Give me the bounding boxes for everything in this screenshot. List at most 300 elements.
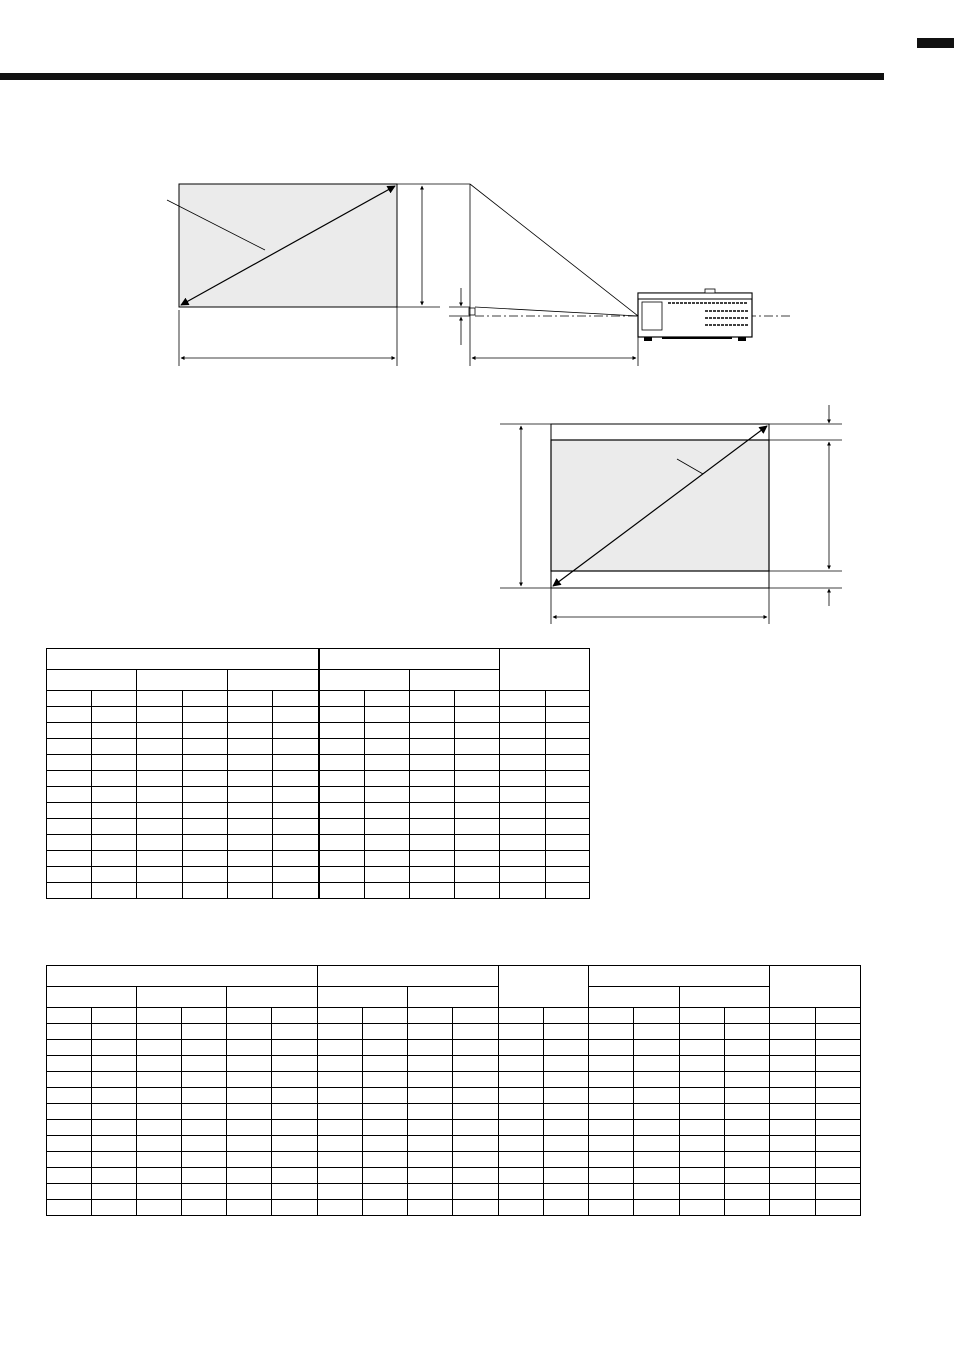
table-cell — [679, 1072, 724, 1088]
table-cell — [364, 691, 409, 707]
table-cell — [409, 771, 454, 787]
header-cell — [318, 987, 408, 1008]
table-cell — [453, 1072, 498, 1088]
table-cell — [453, 1200, 498, 1216]
table-cell — [92, 1152, 137, 1168]
table-cell — [769, 1152, 815, 1168]
table-cell — [47, 1104, 92, 1120]
table-cell — [769, 1104, 815, 1120]
table-header-row — [47, 987, 861, 1008]
table-cell — [92, 1120, 137, 1136]
table-cell — [47, 691, 92, 707]
table-cell — [409, 883, 454, 899]
table-cell — [227, 851, 272, 867]
table-cell — [588, 1152, 633, 1168]
header-cell — [769, 966, 860, 1008]
table-row — [47, 1200, 861, 1216]
table-cell — [182, 1088, 227, 1104]
screen-aspect-diagram — [500, 405, 842, 624]
table-cell — [815, 1184, 860, 1200]
table-cell — [815, 1056, 860, 1072]
table-cell — [318, 1040, 363, 1056]
table-cell — [543, 1104, 588, 1120]
table-cell — [137, 819, 182, 835]
table-cell — [137, 755, 182, 771]
table-cell — [272, 1024, 318, 1040]
table-cell — [409, 755, 454, 771]
header-cell — [137, 670, 227, 691]
table-cell — [769, 1200, 815, 1216]
table-cell — [724, 1136, 769, 1152]
table-cell — [543, 1040, 588, 1056]
table-cell — [182, 771, 227, 787]
table-cell — [92, 803, 137, 819]
table-cell — [47, 883, 92, 899]
table-cell — [137, 1120, 182, 1136]
table-cell — [724, 1072, 769, 1088]
table-cell — [408, 1040, 453, 1056]
table-cell — [769, 1184, 815, 1200]
table-cell — [47, 1024, 92, 1040]
table-cell — [408, 1024, 453, 1040]
table-cell — [815, 1008, 860, 1024]
table-cell — [408, 1104, 453, 1120]
table-cell — [182, 1008, 227, 1024]
table-cell — [408, 1184, 453, 1200]
table-cell — [319, 851, 364, 867]
table-cell — [272, 1056, 318, 1072]
table-cell — [815, 1152, 860, 1168]
table-cell — [543, 1008, 588, 1024]
table-cell — [815, 1088, 860, 1104]
table-cell — [47, 819, 92, 835]
table-cell — [182, 835, 227, 851]
table-cell — [498, 1040, 543, 1056]
table-cell — [47, 1088, 92, 1104]
table-cell — [272, 1072, 318, 1088]
table-cell — [318, 1200, 363, 1216]
table-cell — [319, 739, 364, 755]
table-cell — [453, 1152, 498, 1168]
table-cell — [545, 755, 589, 771]
table-cell — [137, 1104, 182, 1120]
table-cell — [227, 1040, 272, 1056]
table-cell — [137, 835, 182, 851]
table-cell — [679, 1200, 724, 1216]
table-row — [47, 723, 590, 739]
table-cell — [815, 1168, 860, 1184]
table-cell — [92, 867, 137, 883]
table-cell — [137, 1056, 182, 1072]
table-cell — [500, 835, 545, 851]
table-cell — [409, 707, 454, 723]
table-cell — [137, 771, 182, 787]
header-cell — [500, 649, 590, 691]
table-cell — [319, 691, 364, 707]
table-cell — [498, 1200, 543, 1216]
table-cell — [273, 867, 319, 883]
table-cell — [47, 755, 92, 771]
table-cell — [318, 1072, 363, 1088]
table-cell — [364, 755, 409, 771]
table-cell — [498, 1008, 543, 1024]
table-row — [47, 755, 590, 771]
table-cell — [679, 1152, 724, 1168]
table-cell — [543, 1056, 588, 1072]
table-cell — [453, 1120, 498, 1136]
table-cell — [227, 787, 272, 803]
table-cell — [364, 851, 409, 867]
header-cell — [679, 987, 769, 1008]
header-cell — [47, 966, 318, 987]
table-cell — [498, 1168, 543, 1184]
table-row — [47, 1120, 861, 1136]
table-cell — [182, 1024, 227, 1040]
table-cell — [272, 1152, 318, 1168]
table-cell — [815, 1104, 860, 1120]
table-cell — [633, 1072, 679, 1088]
table-cell — [92, 771, 137, 787]
table-cell — [137, 739, 182, 755]
table-cell — [227, 1056, 272, 1072]
table-cell — [47, 835, 92, 851]
table-cell — [633, 1056, 679, 1072]
table-cell — [500, 691, 545, 707]
table-cell — [500, 803, 545, 819]
table-cell — [318, 1168, 363, 1184]
table-cell — [137, 803, 182, 819]
table-cell — [364, 883, 409, 899]
table-cell — [455, 739, 500, 755]
table-cell — [588, 1136, 633, 1152]
table-cell — [679, 1024, 724, 1040]
table-cell — [409, 739, 454, 755]
table-row — [47, 787, 590, 803]
table-cell — [227, 691, 272, 707]
header-cell — [47, 987, 137, 1008]
table-cell — [182, 1040, 227, 1056]
table-cell — [182, 1072, 227, 1088]
table-cell — [182, 1168, 227, 1184]
table-cell — [363, 1120, 408, 1136]
table-cell — [137, 867, 182, 883]
table-cell — [227, 867, 272, 883]
table-cell — [455, 707, 500, 723]
table-cell — [227, 755, 272, 771]
table-cell — [92, 1136, 137, 1152]
table-cell — [318, 1136, 363, 1152]
table-cell — [500, 819, 545, 835]
table-cell — [182, 1104, 227, 1120]
table-cell — [227, 1200, 272, 1216]
table-cell — [364, 707, 409, 723]
table-cell — [588, 1056, 633, 1072]
table-row — [47, 1168, 861, 1184]
table-row — [47, 1104, 861, 1120]
table-row — [47, 1152, 861, 1168]
table-cell — [815, 1200, 860, 1216]
table-cell — [453, 1104, 498, 1120]
table-cell — [47, 1040, 92, 1056]
table-cell — [227, 1152, 272, 1168]
table-cell — [363, 1104, 408, 1120]
table-cell — [455, 803, 500, 819]
table-cell — [182, 755, 227, 771]
table-cell — [319, 771, 364, 787]
table-cell — [137, 1008, 182, 1024]
table-cell — [815, 1072, 860, 1088]
table-cell — [409, 851, 454, 867]
table-cell — [588, 1104, 633, 1120]
table-cell — [455, 787, 500, 803]
table-cell — [92, 1184, 137, 1200]
table-cell — [137, 1072, 182, 1088]
table-cell — [409, 723, 454, 739]
table-cell — [453, 1184, 498, 1200]
table-cell — [409, 803, 454, 819]
table-cell — [227, 819, 272, 835]
table-cell — [408, 1136, 453, 1152]
table-cell — [47, 739, 92, 755]
table-cell — [182, 1136, 227, 1152]
table-cell — [500, 755, 545, 771]
table-cell — [227, 803, 272, 819]
table-cell — [92, 739, 137, 755]
table-cell — [319, 803, 364, 819]
table-cell — [679, 1120, 724, 1136]
table-cell — [363, 1008, 408, 1024]
table-cell — [92, 1040, 137, 1056]
table-cell — [545, 803, 589, 819]
table-cell — [227, 1024, 272, 1040]
header-cell — [588, 987, 679, 1008]
table-cell — [679, 1104, 724, 1120]
table-cell — [769, 1024, 815, 1040]
table-cell — [137, 723, 182, 739]
table-cell — [92, 1024, 137, 1040]
table-cell — [724, 1088, 769, 1104]
table-cell — [408, 1168, 453, 1184]
table-cell — [769, 1168, 815, 1184]
table-cell — [724, 1008, 769, 1024]
table-cell — [92, 1008, 137, 1024]
table-cell — [543, 1088, 588, 1104]
table-cell — [227, 723, 272, 739]
table-cell — [92, 883, 137, 899]
table-cell — [545, 867, 589, 883]
table-cell — [137, 1040, 182, 1056]
table-cell — [545, 723, 589, 739]
table-cell — [363, 1088, 408, 1104]
table-cell — [409, 787, 454, 803]
table-cell — [273, 771, 319, 787]
table-cell — [453, 1168, 498, 1184]
projection-diagram — [0, 0, 954, 640]
table-cell — [455, 867, 500, 883]
table-cell — [588, 1008, 633, 1024]
header-cell — [588, 966, 769, 987]
table-row — [47, 1040, 861, 1056]
table-cell — [363, 1040, 408, 1056]
table-row — [47, 771, 590, 787]
table-cell — [455, 835, 500, 851]
table-cell — [769, 1072, 815, 1088]
table-subheader-row — [47, 1008, 861, 1024]
table-cell — [363, 1056, 408, 1072]
table-cell — [453, 1056, 498, 1072]
table-cell — [455, 691, 500, 707]
table-cell — [92, 691, 137, 707]
table-cell — [543, 1152, 588, 1168]
table-cell — [545, 707, 589, 723]
header-cell — [319, 649, 500, 670]
table-cell — [543, 1120, 588, 1136]
table-cell — [545, 771, 589, 787]
table-cell — [769, 1088, 815, 1104]
table-cell — [453, 1024, 498, 1040]
table-cell — [47, 803, 92, 819]
table-cell — [92, 835, 137, 851]
table-cell — [227, 1168, 272, 1184]
table-cell — [364, 739, 409, 755]
table-cell — [47, 1072, 92, 1088]
table-cell — [724, 1040, 769, 1056]
table-cell — [545, 883, 589, 899]
table-cell — [409, 691, 454, 707]
table-cell — [92, 1088, 137, 1104]
table-cell — [227, 1184, 272, 1200]
table-cell — [182, 739, 227, 755]
table-cell — [769, 1056, 815, 1072]
table-cell — [545, 691, 589, 707]
table-cell — [724, 1104, 769, 1120]
table-cell — [47, 771, 92, 787]
table-cell — [363, 1024, 408, 1040]
table-cell — [273, 739, 319, 755]
table-cell — [273, 851, 319, 867]
table-cell — [92, 787, 137, 803]
table-cell — [724, 1120, 769, 1136]
header-cell — [227, 987, 318, 1008]
table-row — [47, 851, 590, 867]
table-cell — [633, 1184, 679, 1200]
table-cell — [182, 707, 227, 723]
table-cell — [319, 835, 364, 851]
table-row — [47, 1056, 861, 1072]
header-cell — [319, 670, 409, 691]
table-cell — [498, 1136, 543, 1152]
table-cell — [47, 867, 92, 883]
table-cell — [500, 883, 545, 899]
table-cell — [227, 771, 272, 787]
table-cell — [92, 1168, 137, 1184]
table-cell — [409, 867, 454, 883]
table-cell — [455, 883, 500, 899]
table-cell — [47, 1200, 92, 1216]
table-cell — [319, 787, 364, 803]
table-cell — [498, 1184, 543, 1200]
table-cell — [273, 883, 319, 899]
table-cell — [273, 755, 319, 771]
table-cell — [633, 1088, 679, 1104]
table-cell — [227, 1104, 272, 1120]
table-cell — [453, 1008, 498, 1024]
table-cell — [724, 1184, 769, 1200]
header-cell — [408, 987, 498, 1008]
table-cell — [92, 1056, 137, 1072]
table-cell — [588, 1024, 633, 1040]
table-cell — [47, 1120, 92, 1136]
table-cell — [137, 1136, 182, 1152]
table-cell — [815, 1024, 860, 1040]
table-cell — [408, 1120, 453, 1136]
table-cell — [588, 1088, 633, 1104]
table-cell — [588, 1072, 633, 1088]
table-cell — [137, 1024, 182, 1040]
table-cell — [679, 1040, 724, 1056]
table-row — [47, 819, 590, 835]
table-cell — [182, 1200, 227, 1216]
table-cell — [273, 835, 319, 851]
table-cell — [272, 1104, 318, 1120]
table-cell — [500, 851, 545, 867]
table-cell — [588, 1184, 633, 1200]
table-cell — [92, 723, 137, 739]
table-row — [47, 883, 590, 899]
table-cell — [92, 819, 137, 835]
table-cell — [364, 723, 409, 739]
table-cell — [319, 867, 364, 883]
table-cell — [318, 1056, 363, 1072]
table-cell — [498, 1056, 543, 1072]
table-cell — [498, 1104, 543, 1120]
table-cell — [545, 851, 589, 867]
table-cell — [815, 1120, 860, 1136]
table-cell — [724, 1024, 769, 1040]
table-cell — [453, 1088, 498, 1104]
table-header-row — [47, 649, 590, 670]
table-cell — [455, 723, 500, 739]
header-cell — [227, 670, 318, 691]
table-row — [47, 1024, 861, 1040]
table-cell — [769, 1136, 815, 1152]
table-cell — [408, 1072, 453, 1088]
table-cell — [769, 1008, 815, 1024]
table-cell — [47, 787, 92, 803]
table-cell — [633, 1120, 679, 1136]
table-cell — [318, 1088, 363, 1104]
table-cell — [272, 1120, 318, 1136]
table-cell — [363, 1168, 408, 1184]
header-cell — [47, 649, 319, 670]
table-row — [47, 1072, 861, 1088]
table-cell — [498, 1120, 543, 1136]
table-row — [47, 835, 590, 851]
table-cell — [364, 803, 409, 819]
table-row — [47, 1136, 861, 1152]
table-cell — [545, 819, 589, 835]
header-cell — [409, 670, 499, 691]
table-cell — [500, 723, 545, 739]
table-cell — [318, 1024, 363, 1040]
table-cell — [47, 1168, 92, 1184]
table-cell — [679, 1088, 724, 1104]
table-cell — [319, 755, 364, 771]
table-cell — [408, 1088, 453, 1104]
table-cell — [319, 707, 364, 723]
table-cell — [137, 1152, 182, 1168]
table-cell — [47, 707, 92, 723]
